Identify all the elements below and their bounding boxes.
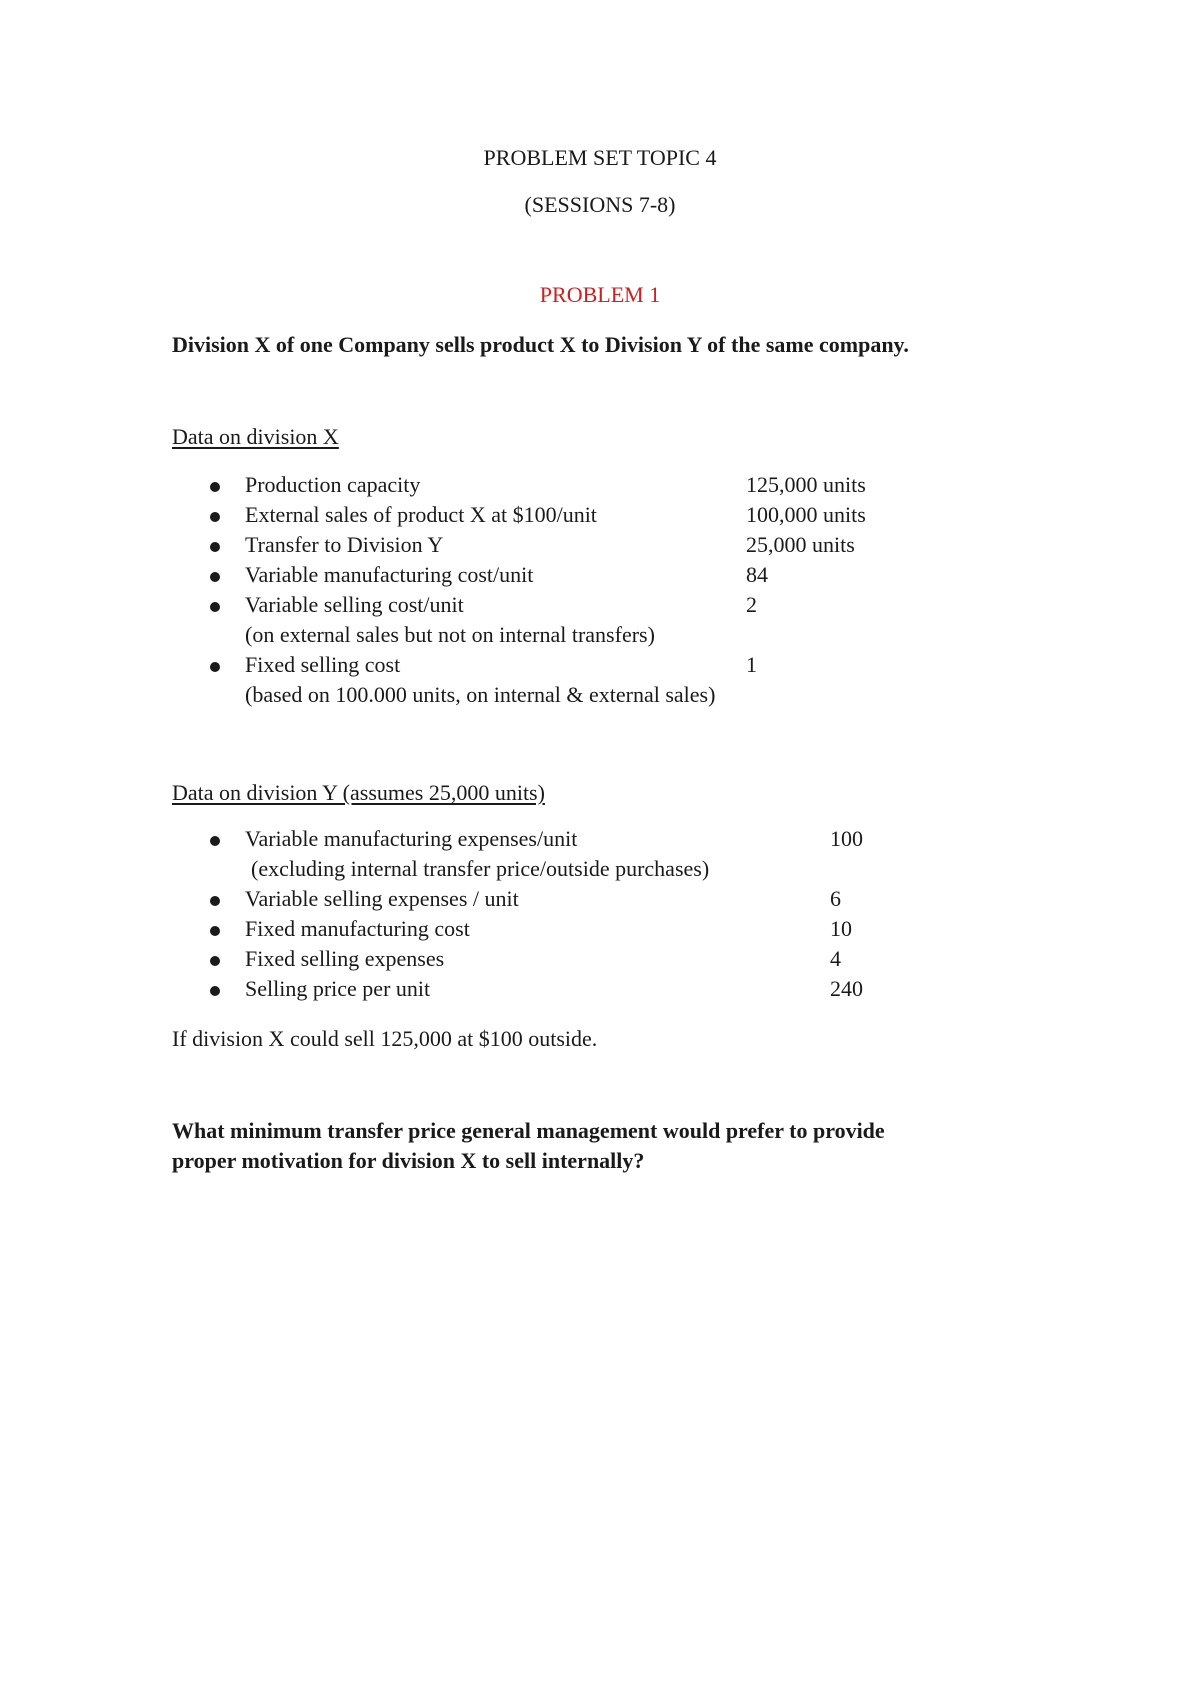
list-item [0,532,1200,562]
bullet-icon [210,482,220,492]
bullet-icon [210,542,220,552]
list-item [0,472,1200,502]
list-item [0,886,1200,916]
problem-intro: Division X of one Company sells product X to Division Y of the same company. [172,332,909,357]
bullet-icon [210,662,220,672]
division-x-heading: Data on division X [172,424,339,449]
item-label: Variable manufacturing cost/unit [245,562,534,587]
item-value: 240 [830,976,863,1001]
item-label: Fixed manufacturing cost [245,916,470,941]
question-line-1: What minimum transfer price general management would prefer to provide [172,1118,885,1143]
bullet-icon [210,986,220,996]
item-label: Transfer to Division Y [245,532,444,557]
item-label: Fixed selling cost [245,652,401,677]
item-label: Fixed selling expenses [245,946,445,971]
bullet-icon [210,512,220,522]
bullet-icon [210,836,220,846]
item-value: 25,000 units [746,532,855,557]
bullet-icon [210,896,220,906]
list-item [0,652,1200,682]
item-value: 2 [746,592,757,617]
item-value: 4 [830,946,841,971]
item-label: External sales of product X at $100/unit [245,502,597,527]
item-label: Variable selling cost/unit [245,592,464,617]
item-value: 84 [746,562,768,587]
list-item [0,946,1200,976]
item-value: 10 [830,916,852,941]
list-item [0,916,1200,946]
list-item [0,502,1200,532]
bullet-icon [210,956,220,966]
bullet-icon [210,926,220,936]
page-title: PROBLEM SET TOPIC 4 [483,145,717,170]
question-line-2: proper motivation for division X to sell internally? [172,1148,645,1173]
division-y-heading: Data on division Y (assumes 25,000 units) [172,780,545,805]
bullet-icon [210,572,220,582]
item-label: Variable selling expenses / unit [245,886,519,911]
problem-heading: PROBLEM 1 [539,282,661,307]
item-value: 125,000 units [746,472,866,497]
conclusion-text: If division X could sell 125,000 at $100 outside. [172,1026,598,1051]
item-value: 1 [746,652,757,677]
list-item [0,976,1200,1006]
list-item [0,592,1200,622]
item-label: Production capacity [245,472,421,497]
bullet-icon [210,602,220,612]
item-note: (based on 100.000 units, on internal & external sales) [245,682,716,707]
item-value: 100,000 units [746,502,866,527]
list-item [0,826,1200,856]
item-note: (excluding internal transfer price/outside purchases) [251,856,710,881]
item-note: (on external sales but not on internal transfers) [245,622,655,647]
page-subtitle: (SESSIONS 7-8) [524,192,676,217]
item-value: 6 [830,886,841,911]
item-value: 100 [830,826,863,851]
item-label: Selling price per unit [245,976,431,1001]
item-label: Variable manufacturing expenses/unit [245,826,578,851]
list-item [0,562,1200,592]
